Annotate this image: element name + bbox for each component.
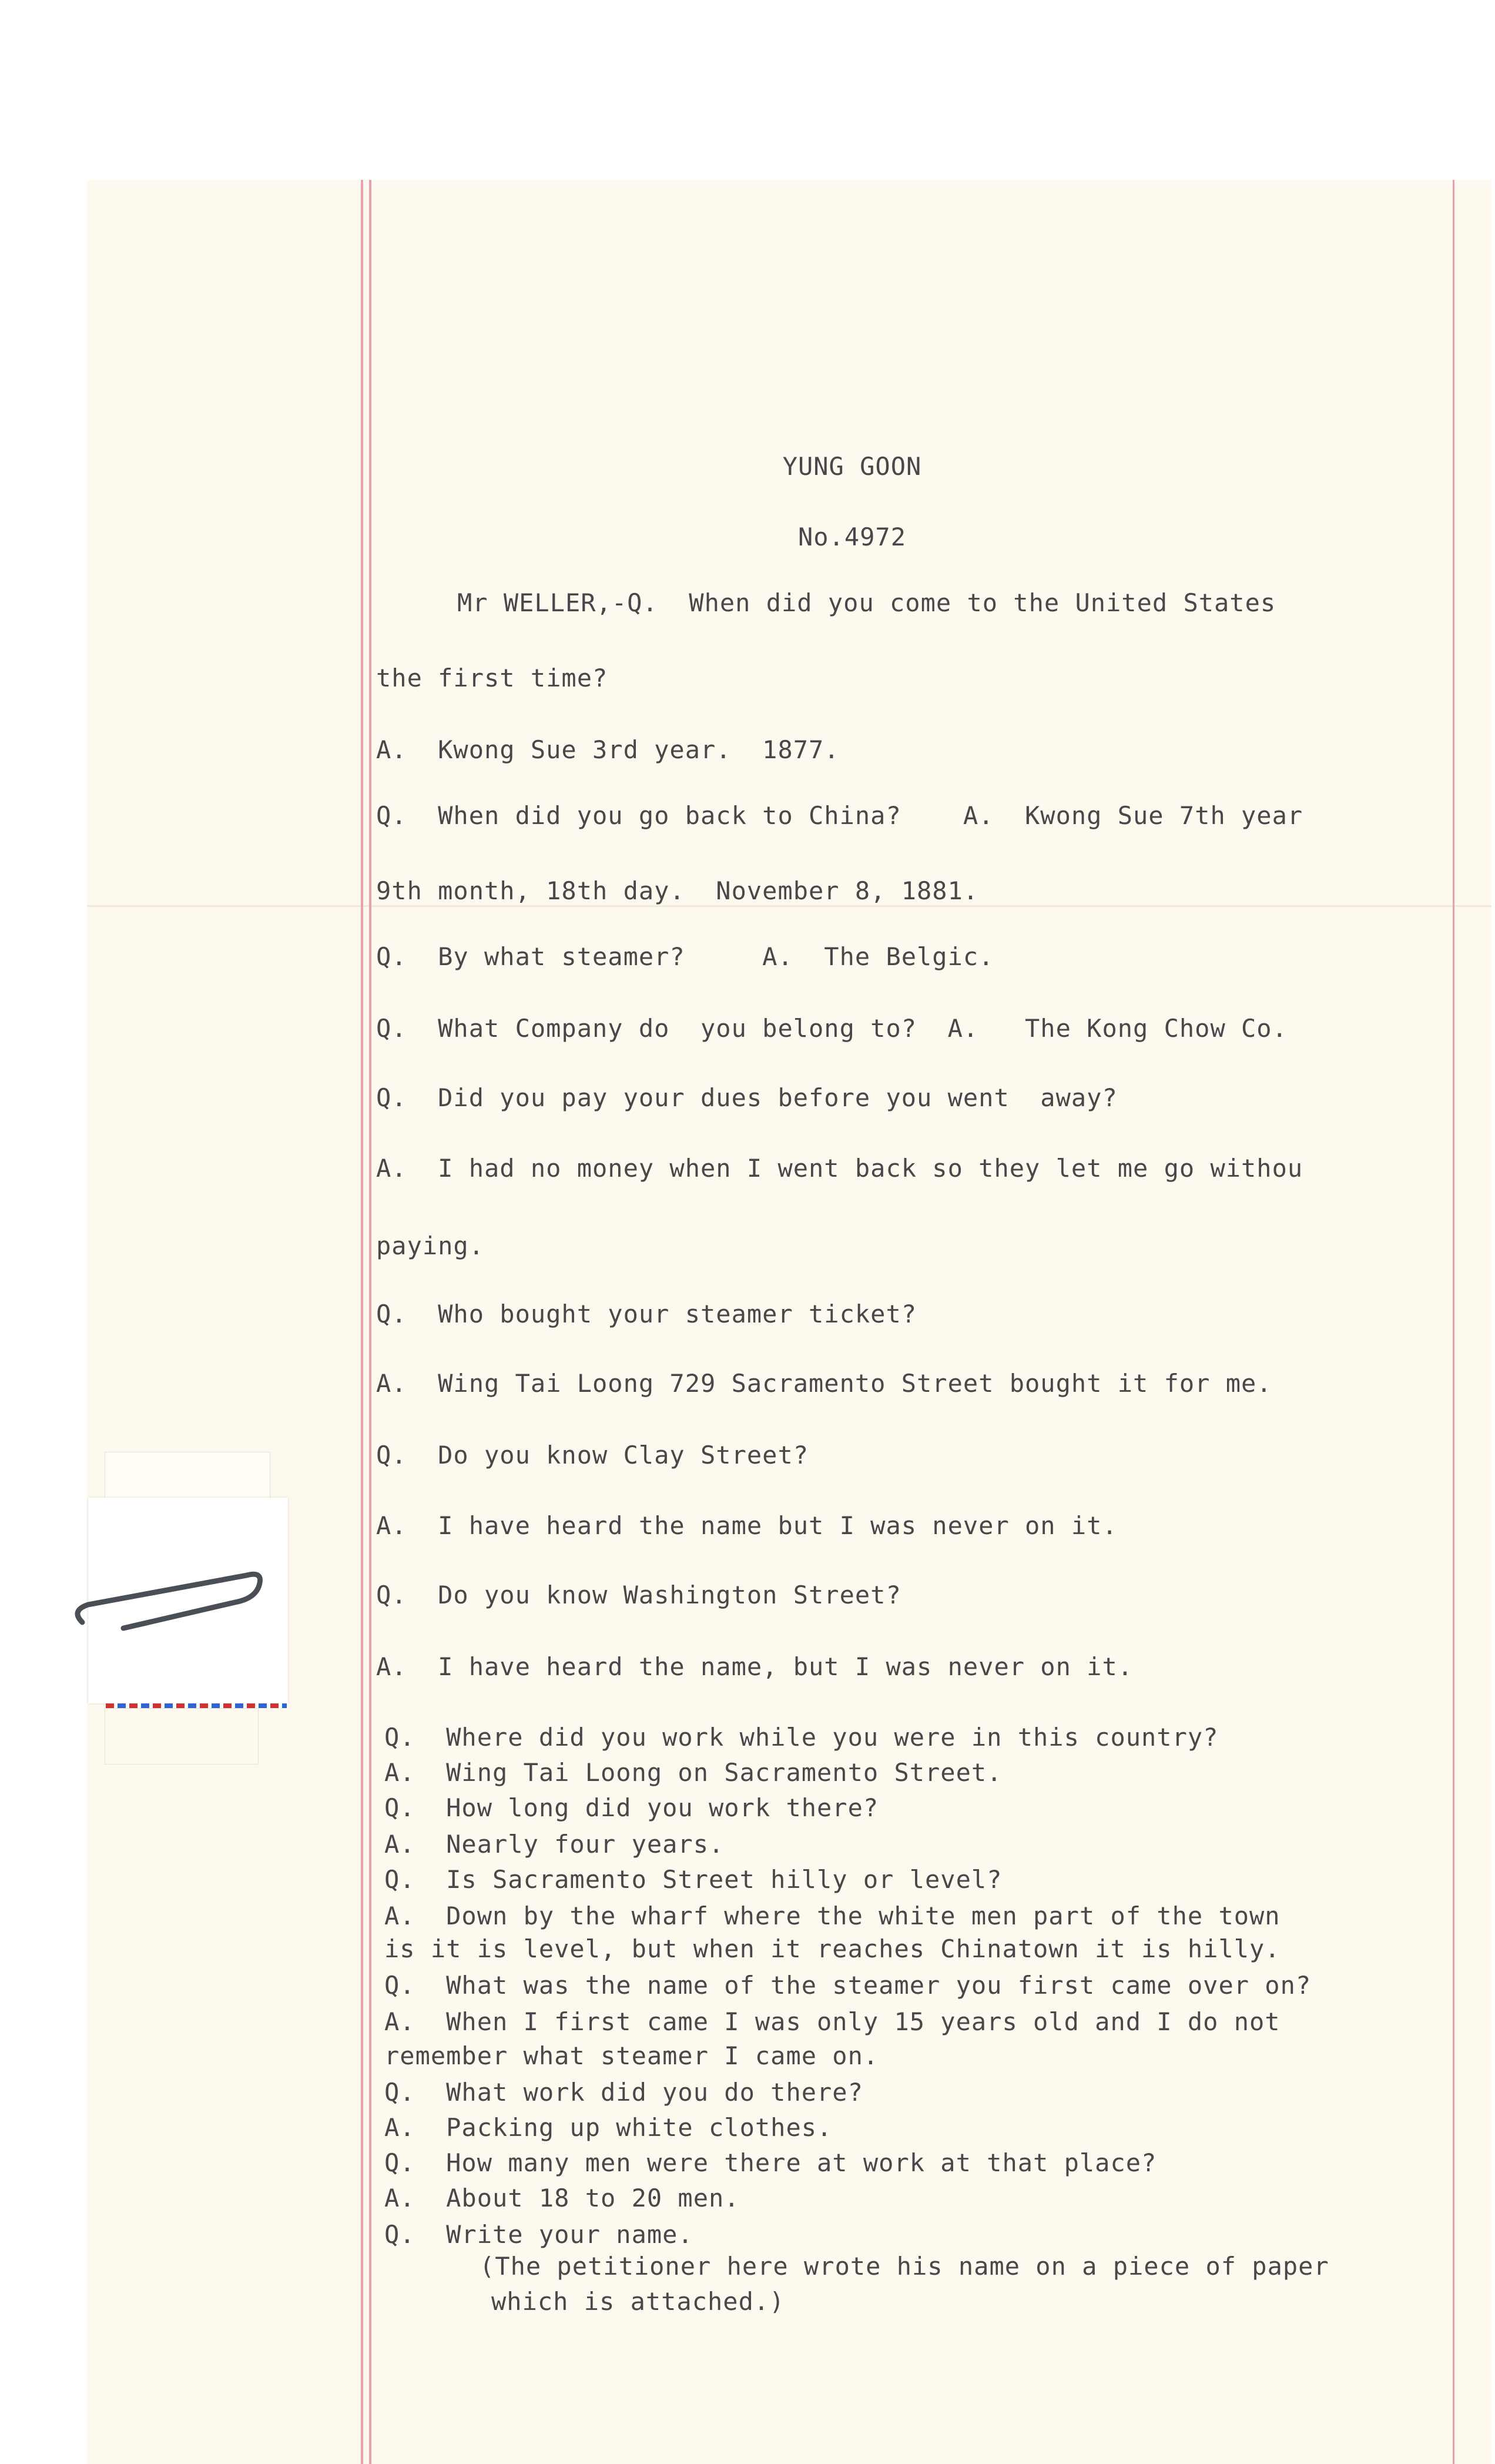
text-line: A. Wing Tai Loong 729 Sacramento Street bought it for me.	[376, 1369, 1272, 1398]
text-line: which is attached.)	[491, 2287, 785, 2316]
text-line: Q. When did you go back to China? A. Kwong Sue 7th year	[376, 801, 1303, 830]
margin-rule-left-outer	[361, 180, 363, 2464]
margin-rule-left-inner	[369, 180, 371, 2464]
text-line: Q. How many men were there at work at that place?	[384, 2148, 1157, 2177]
airmail-stripe	[106, 1703, 287, 1708]
margin-rule-right	[1453, 180, 1454, 2464]
text-line: A. Kwong Sue 3rd year. 1877.	[376, 735, 840, 764]
text-line: Q. What work did you do there?	[384, 2078, 863, 2107]
text-line: Q. Do you know Washington Street?	[376, 1581, 901, 1609]
text-line: Q. By what steamer? A. The Belgic.	[376, 942, 994, 971]
text-line: Q. Who bought your steamer ticket?	[376, 1300, 917, 1328]
text-line: A. Down by the wharf where the white men part of the town	[384, 1901, 1281, 1930]
text-line: A. About 18 to 20 men.	[384, 2184, 740, 2212]
text-line: Mr WELLER,-Q. When did you come to the United States	[457, 588, 1276, 617]
text-line: the first time?	[376, 664, 608, 692]
paperclip-icon	[71, 1564, 282, 1646]
text-line: (The petitioner here wrote his name on a piece of paper	[480, 2252, 1329, 2281]
text-line: 9th month, 18th day. November 8, 1881.	[376, 876, 979, 905]
text-line: Q. Is Sacramento Street hilly or level?	[384, 1865, 1003, 1894]
text-line: Q. Do you know Clay Street?	[376, 1441, 809, 1469]
text-line: A. I have heard the name but I was never on it.	[376, 1511, 1118, 1540]
document-number: No.4972	[797, 523, 906, 551]
document-title: YUNG GOON	[782, 452, 922, 481]
text-line: paying.	[376, 1231, 485, 1260]
text-line: Q. Where did you work while you were in this country?	[384, 1723, 1219, 1752]
text-line: A. When I first came I was only 15 years old and I do not	[384, 2007, 1281, 2036]
text-line: is it is level, but when it reaches Chinatown it is hilly.	[384, 1934, 1281, 1963]
text-line: A. Packing up white clothes.	[384, 2113, 833, 2142]
text-line: Q. How long did you work there?	[384, 1793, 879, 1822]
text-line: A. Wing Tai Loong on Sacramento Street.	[384, 1758, 1003, 1787]
text-line: Q. Write your name.	[384, 2220, 693, 2249]
text-line: A. I have heard the name, but I was never on it.	[376, 1652, 1134, 1681]
text-line: Q. What Company do you belong to? A. The Kong Chow Co.	[376, 1014, 1288, 1043]
text-line: Q. Did you pay your dues before you went away?	[376, 1083, 1118, 1112]
attached-paper-slip-lower	[105, 1708, 259, 1765]
text-line: A. I had no money when I went back so they let me go withou	[376, 1154, 1303, 1183]
text-line: A. Nearly four years.	[384, 1830, 725, 1859]
text-line: remember what steamer I came on.	[384, 2041, 879, 2070]
text-line: Q. What was the name of the steamer you first came over on?	[384, 1971, 1312, 2000]
